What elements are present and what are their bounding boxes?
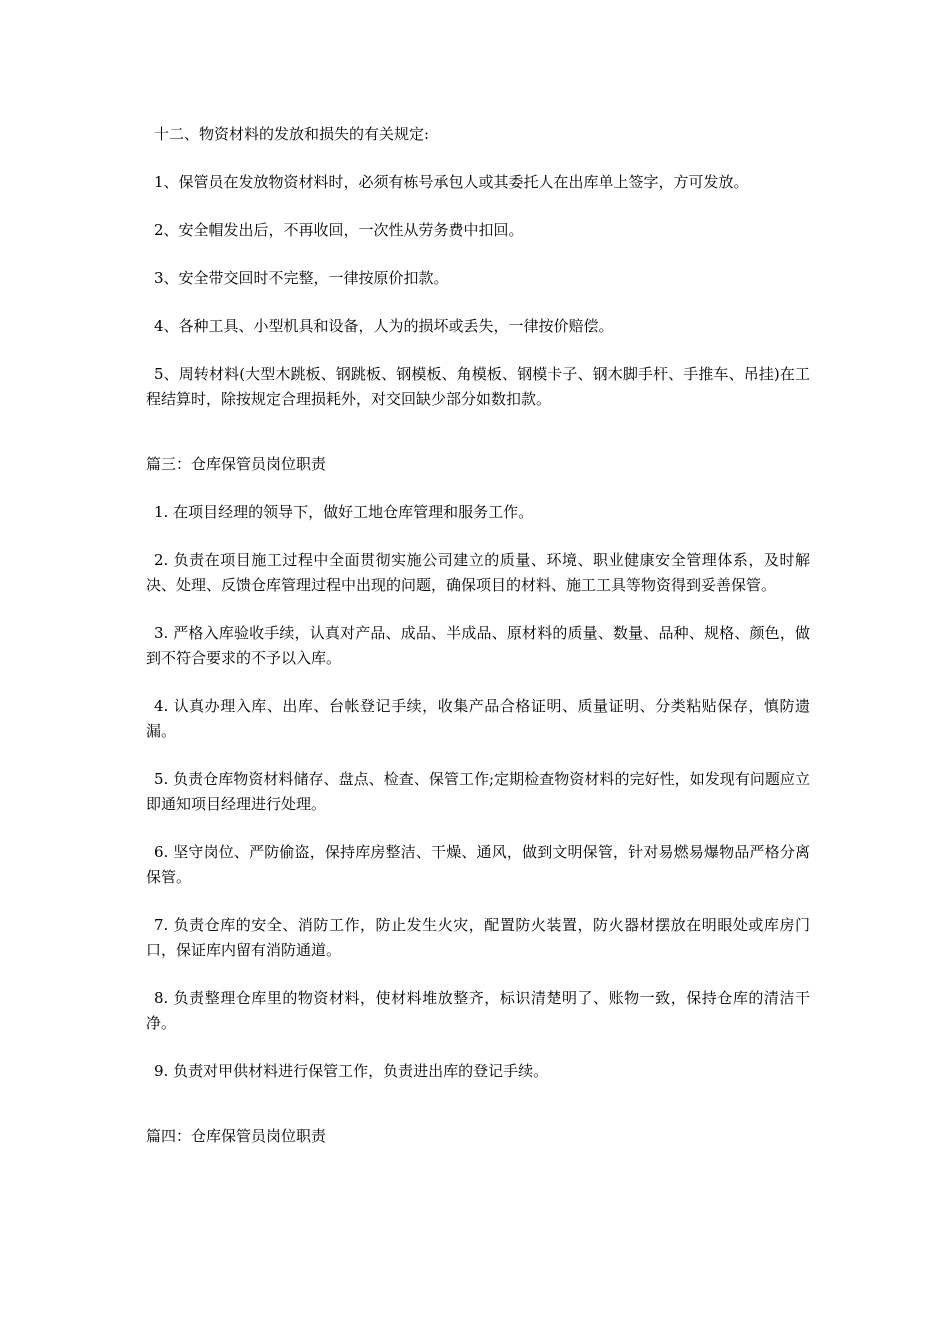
rule-item-1: 1、保管员在发放物资材料时，必须有栋号承包人或其委托人在出库单上签字，方可发放。 bbox=[154, 173, 749, 191]
duty-item-5: 5. 负责仓库物资材料储存、盘点、检查、保管工作;定期检查物资材料的完好性，如发现有问题应立即通知项目经理进行处理。 bbox=[146, 770, 810, 813]
duty-item-4: 4. 认真办理入库、出库、台帐登记手续，收集产品合格证明、质量证明、分类粘贴保存，慎防遗漏。 bbox=[146, 697, 810, 740]
duty-item-6: 6. 坚守岗位、严防偷盗，保持库房整洁、干燥、通风，做到文明保管，针对易燃易爆物品严格分离保管。 bbox=[146, 843, 810, 886]
rules-title: 十二、物资材料的发放和损失的有关规定: bbox=[154, 125, 430, 143]
document-body bbox=[146, 122, 810, 1172]
rule-item-3: 3、安全带交回时不完整，一律按原价扣款。 bbox=[154, 269, 449, 287]
section-3-heading: 篇三：仓库保管员岗位职责 bbox=[146, 455, 327, 473]
duty-item-8: 8. 负责整理仓库里的物资材料，使材料堆放整齐，标识清楚明了、账物一致，保持仓库的清洁干净。 bbox=[146, 989, 810, 1032]
duty-item-3: 3. 严格入库验收手续，认真对产品、成品、半成品、原材料的质量、数量、品种、规格、颜色，做到不符合要求的不予以入库。 bbox=[146, 624, 810, 667]
duty-item-9: 9. 负责对甲供材料进行保管工作，负责进出库的登记手续。 bbox=[154, 1062, 549, 1080]
duty-item-1: 1. 在项目经理的领导下，做好工地仓库管理和服务工作。 bbox=[154, 503, 534, 521]
rule-item-4: 4、各种工具、小型机具和设备，人为的损坏或丢失，一律按价赔偿。 bbox=[154, 317, 614, 335]
section-4-heading: 篇四：仓库保管员岗位职责 bbox=[146, 1127, 327, 1145]
rule-item-5: 5、周转材料(大型木跳板、钢跳板、钢模板、角模板、钢模卡子、钢木脚手杆、手推车、吊挂)在工程结算时，除按规定合理损耗外，对交回缺少部分如数扣款。 bbox=[146, 365, 810, 408]
rule-item-2: 2、安全帽发出后，不再收回，一次性从劳务费中扣回。 bbox=[154, 221, 524, 239]
duty-item-7: 7. 负责仓库的安全、消防工作，防止发生火灾，配置防火装置，防火器材摆放在明眼处或库房门口，保证库内留有消防通道。 bbox=[146, 916, 810, 959]
duty-item-2: 2. 负责在项目施工过程中全面贯彻实施公司建立的质量、环境、职业健康安全管理体系，及时解决、处理、反馈仓库管理过程中出现的问题，确保项目的材料、施工工具等物资得到妥善保管。 bbox=[146, 551, 810, 594]
